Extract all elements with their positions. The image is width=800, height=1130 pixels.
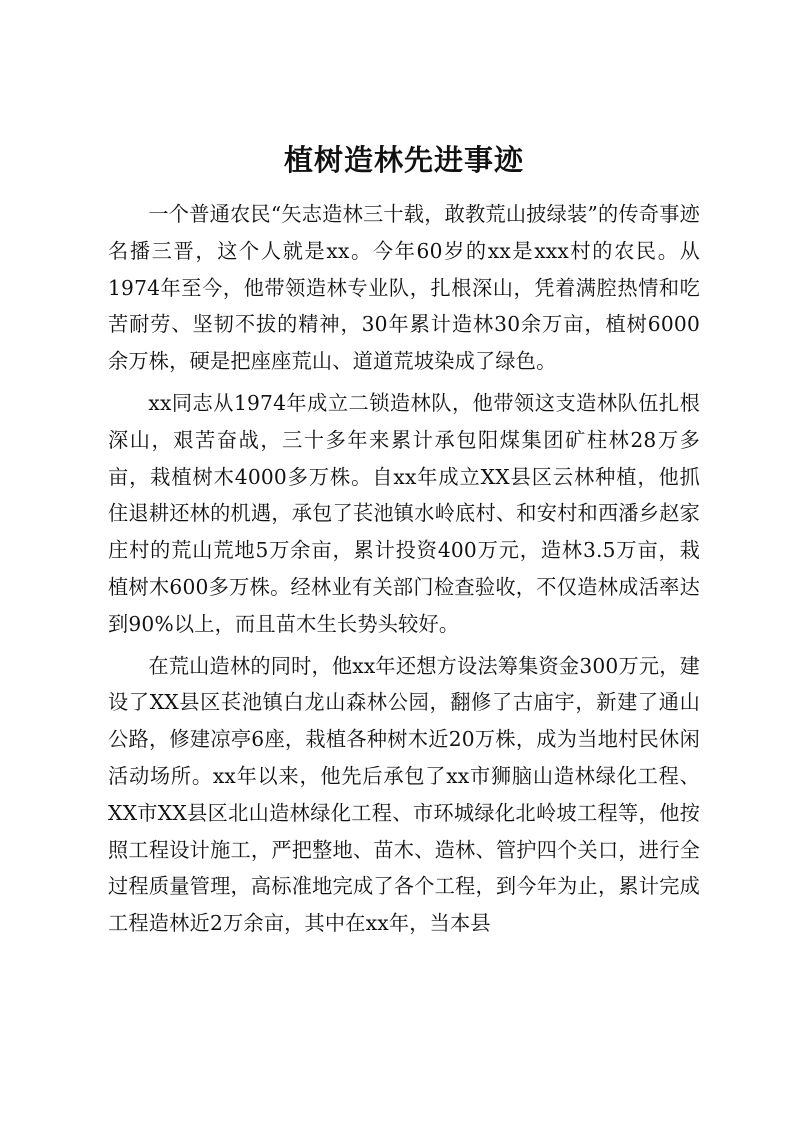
paragraph-3: 在荒山造林的同时，他xx年还想方设法筹集资金300万元，建设了XX县区苌池镇白龙山森林公园，翻修了古庙宇，新建了通山公路，修建凉亭6座，栽植各种树木近20万株，成为当地村民休闲活动场所。xx年以来，他先后承包了xx市狮脑山造林绿化工程、XX市XX县区北山造林绿化工程、市环城绿化北岭坡工程等，他按照工程设计施工，严把整地、苗木、造林、管护四个关口，进行全过程质量管理，高标准地完成了各个工程，到今年为止，累计完成工程造林近2万余亩，其中在xx年，当本县 (108, 653, 700, 936)
paragraph-2: xx同志从1974年成立二锁造林队，他带领这支造林队伍扎根深山，艰苦奋战，三十多年来累计承包阳煤集团矿柱林28万多亩，栽植树木4000多万株。自xx年成立XX县区云林种植，他抓住退耕还林的机遇，承包了苌池镇水岭底村、和安村和西潘乡赵家庄村的荒山荒地5万余亩，累计投资400万元，造林3.5万亩，栽植树木600多万株。经林业有关部门检查验收，不仅造林成活率达到90%以上，而且苗木生长势头较好。 (108, 390, 700, 636)
document-title: 植树造林先进事迹 (283, 143, 524, 177)
document-page (108, 132, 700, 947)
paragraph-1: 一个普通农民“矢志造林三十载，敢教荒山披绿装”的传奇事迹名播三晋，这个人就是xx。今年60岁的xx是xxx村的农民。从1974年至今，他带领造林专业队，扎根深山，凭着满腔热情和吃苦耐劳、坚韧不拔的精神，30年累计造林30余万亩，植树6000余万株，硬是把座座荒山、道道荒坡染成了绿色。 (108, 202, 700, 374)
